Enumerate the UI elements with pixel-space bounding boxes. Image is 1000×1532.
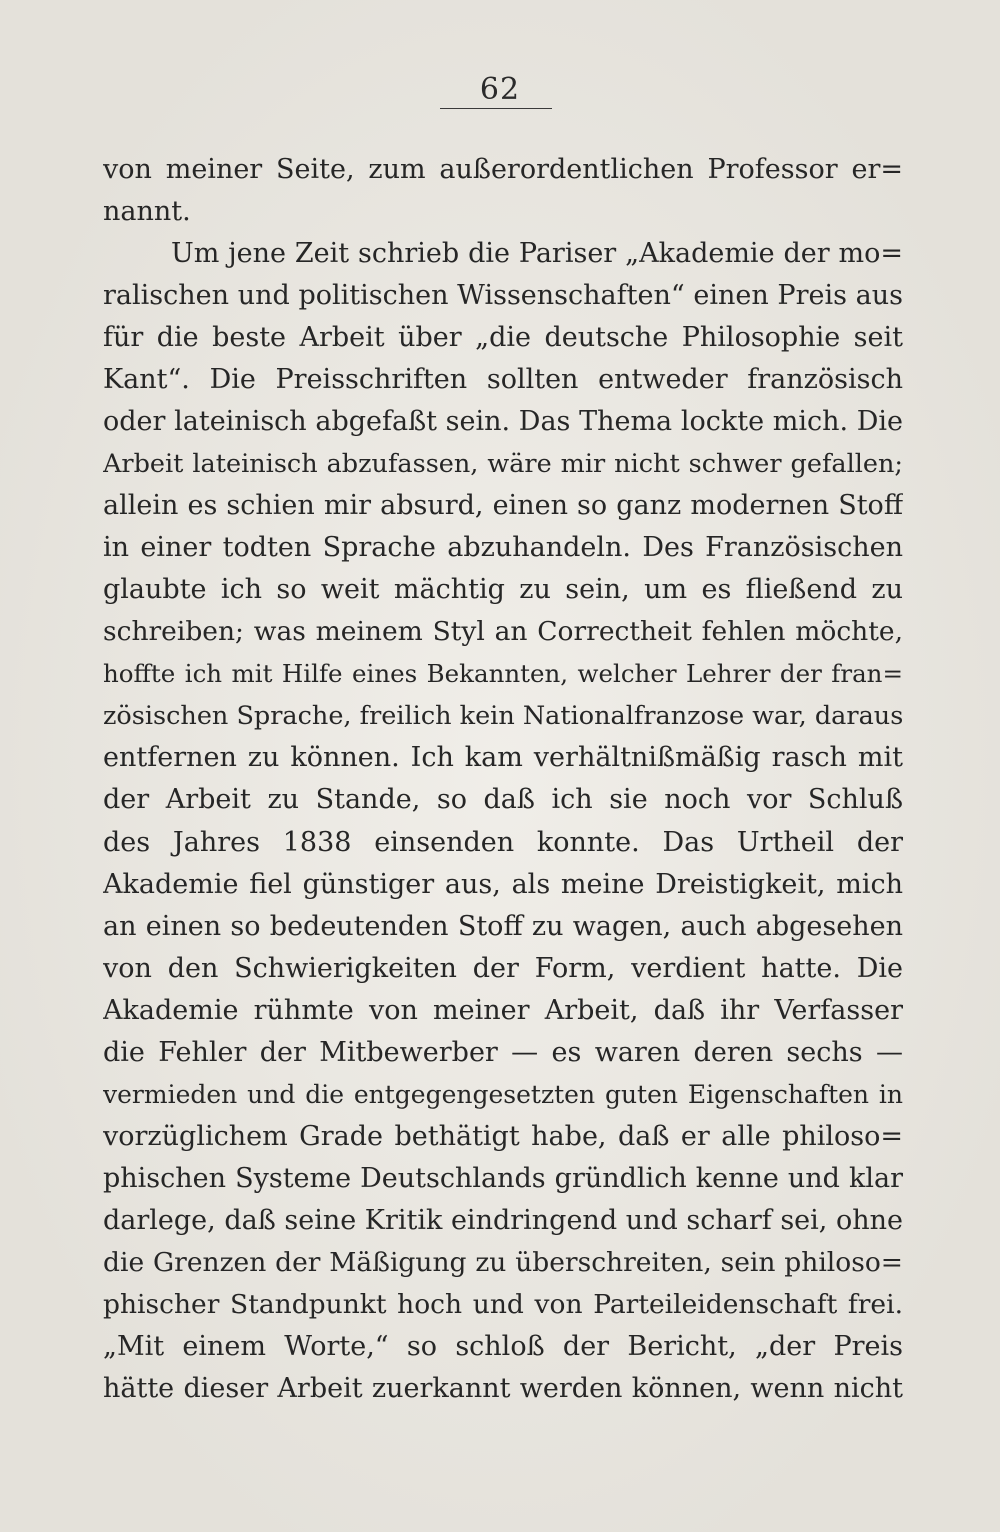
- body-text: [103, 149, 903, 1410]
- text-line: von meiner Seite, zum außerordentlichen Professor er=: [103, 154, 903, 185]
- text-line: an einen so bedeutenden Stoff zu wagen, auch abgesehen: [103, 910, 903, 942]
- text-line: die Grenzen der Mäßigung zu überschreiten, sein philoso=: [103, 1246, 903, 1278]
- text-line: vermieden und die entgegengesetzten guten Eigenschaften in: [103, 1079, 903, 1109]
- text-line: Arbeit lateinisch abzufassen, wäre mir nicht schwer gefallen;: [103, 449, 903, 480]
- text-line: Akademie fiel günstiger aus, als meine Dreistigkeit, mich: [103, 868, 903, 900]
- text-line: entfernen zu können. Ich kam verhältnißmäßig rasch mit: [103, 742, 903, 774]
- text-line: der Arbeit zu Stande, so daß ich sie noch vor Schluß: [103, 784, 903, 816]
- text-line: allein es schien mir absurd, einen so ganz modernen Stoff: [103, 490, 903, 522]
- text-line: ralischen und politischen Wissenschaften“ einen Preis aus: [103, 280, 903, 312]
- text-line: Um jene Zeit schrieb die Pariser „Akademie der mo=: [171, 238, 903, 270]
- text-line: schreiben; was meinem Styl an Correctheit fehlen möchte,: [103, 616, 903, 648]
- text-line: Kant“. Die Preisschriften sollten entweder französisch: [103, 364, 903, 396]
- text-line: phischen Systeme Deutschlands gründlich kenne und klar: [103, 1162, 903, 1194]
- text-line: hoffte ich mit Hilfe eines Bekannten, welcher Lehrer der fran=: [103, 659, 903, 689]
- text-line: phischer Standpunkt hoch und von Parteileidenschaft frei.: [103, 1288, 903, 1320]
- text-line: des Jahres 1838 einsenden konnte. Das Urtheil der: [103, 826, 903, 858]
- text-line: für die beste Arbeit über „die deutsche Philosophie seit: [103, 322, 903, 354]
- text-line: oder lateinisch abgefaßt sein. Das Thema lockte mich. Die: [103, 406, 903, 438]
- text-line: die Fehler der Mitbewerber — es waren deren sechs —: [103, 1036, 903, 1068]
- text-line: zösischen Sprache, freilich kein Nationalfranzose war, daraus: [103, 701, 903, 732]
- text-line: hätte dieser Arbeit zuerkannt werden können, wenn nicht: [103, 1372, 903, 1404]
- text-line: darlege, daß seine Kritik eindringend und scharf sei, ohne: [103, 1204, 903, 1236]
- text-line: in einer todten Sprache abzuhandeln. Des Französischen: [103, 532, 903, 564]
- header-rule: [440, 108, 552, 109]
- text-line: glaubte ich so weit mächtig zu sein, um es fließend zu: [103, 574, 903, 606]
- text-line: nannt.: [103, 196, 191, 228]
- text-line: Akademie rühmte von meiner Arbeit, daß ihr Verfasser: [103, 994, 903, 1026]
- text-line: vorzüglichem Grade bethätigt habe, daß er alle philoso=: [103, 1120, 903, 1152]
- page-number: 62: [479, 72, 521, 107]
- text-line: „Mit einem Worte,“ so schloß der Bericht, „der Preis: [103, 1330, 903, 1362]
- text-line: von den Schwierigkeiten der Form, verdient hatte. Die: [103, 952, 903, 984]
